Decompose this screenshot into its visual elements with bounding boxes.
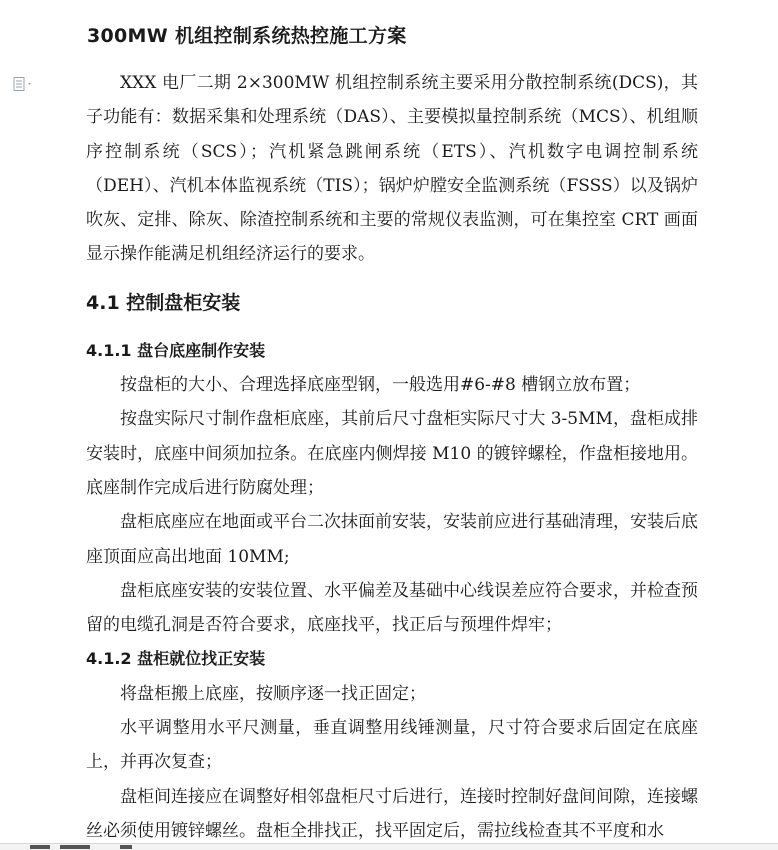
paragraph-4-1-1-a: 按盘柜的大小、合理选择底座型钢，一般选用#6-#8 槽钢立放布置；: [120, 375, 641, 396]
paragraph-4-1-1-c: 盘柜底座应在地面或平台二次抹面前安装，安装前应进行基础清理，安装后底座顶面应高出地面 10MM;: [86, 512, 698, 567]
heading-4-1: 4.1 控制盘柜安装: [86, 291, 241, 314]
paragraph-4-1-1-d: 盘柜底座安装的安装位置、水平偏差及基础中心线误差应符合要求，并检查预留的电缆孔洞是否符合要求，底座找平，找正后与预埋件焊牢；: [86, 580, 698, 636]
heading-4-1-1: 4.1.1 盘台底座制作安装: [86, 340, 266, 360]
paragraph-4-1-2-b: 水平调整用水平尺测量，垂直调整用线锤测量，尺寸符合要求后固定在底座上，并再次复查；: [86, 718, 698, 773]
heading-4-1-2: 4.1.2 盘柜就位找正安装: [86, 649, 266, 669]
document-title: 300MW 机组控制系统热控施工方案: [87, 25, 407, 47]
document-body: [86, 66, 698, 848]
status-bar-icon: [30, 845, 50, 849]
status-bar-text: [60, 845, 90, 849]
paragraph-4-1-2-a: 将盘柜搬上底座，按顺序逐一找正固定；: [120, 683, 426, 704]
status-bar-icon-2: [120, 845, 132, 849]
paragraph-4-1-1-b: 按盘实际尺寸制作盘柜底座，其前后尺寸盘柜实际尺寸大 3-5MM，盘柜成排安装时，底座中间须加拉条。在底座内侧焊接 M10 的镀锌螺栓，作盘柜接地用。底座制作完成后进行防腐处理；: [86, 409, 698, 498]
paragraph-4-1-2-c: 盘柜间连接应在调整好相邻盘柜尺寸后进行，连接时控制好盘间间隙，连接螺丝必须使用镀锌螺丝。盘柜全排找正，找平固定后，需拉线检查其不平度和水: [86, 786, 698, 841]
paragraph-intro: XXX 电厂二期 2×300MW 机组控制系统主要采用分散控制系统(DCS)，其子功能有：数据采集和处理系统（DAS）、主要模拟量控制系统（MCS）、机组顺序控制系统（SCS）；汽机紧急跳闸系统（ETS）、汽机数字电调控制系统（DEH）、汽机本体监视系统（TIS）；锅炉炉膛安全监测系统（FSSS）以及锅炉吹灰、定排、除灰、除渣控制系统和主要的常规仪表监测，可在集控室 CRT 画面显示操作能满足机组经济运行的要求。: [86, 73, 698, 265]
document-icon[interactable]: [13, 77, 35, 91]
